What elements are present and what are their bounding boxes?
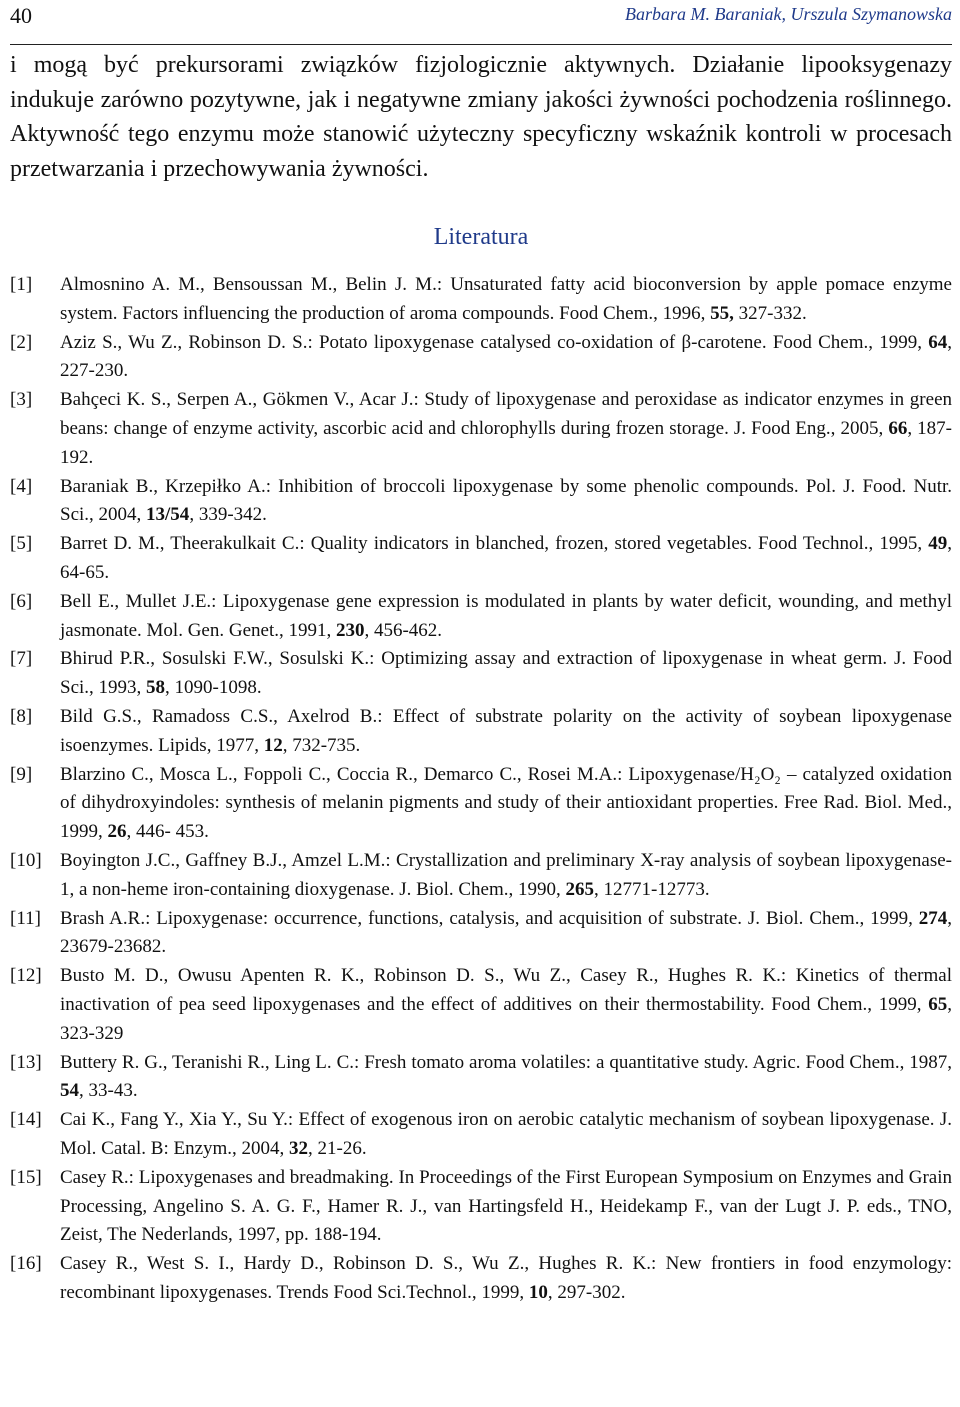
reference-body: Brash A.R.: Lipoxygenase: occurrence, functions, catalysis, and acquisition of substrate. J. Biol. Chem., 1999,	[60, 907, 919, 929]
reference-body: Cai K., Fang Y., Xia Y., Su Y.: Effect of exogenous iron on aerobic catalytic mechanism of soybean lipoxygenase. J. Mol. Catal. B: Enzym., 2004,	[60, 1109, 952, 1159]
page-header	[10, 0, 952, 45]
reference-item	[10, 1106, 952, 1164]
reference-volume: 10	[528, 1281, 548, 1303]
reference-number: [12]	[10, 965, 42, 987]
reference-item	[10, 645, 952, 703]
reference-text	[60, 1109, 952, 1159]
reference-volume: 26	[107, 821, 127, 843]
reference-item	[10, 703, 952, 761]
reference-item	[10, 329, 952, 387]
reference-text	[60, 706, 952, 756]
reference-body: Blarzino C., Mosca L., Foppoli C., Coccia R., Demarco C., Rosei M.A.: Lipoxygenase/H₂O₂ – catalyzed oxidation of dihydroxyindoles: synthesis of melanin pigments and study of their antioxidant properties. Free Rad. Biol. Med., 1999,	[60, 763, 952, 843]
reference-text	[60, 850, 952, 900]
reference-item	[10, 1164, 952, 1250]
reference-text	[60, 389, 952, 468]
reference-volume: 274	[918, 907, 948, 929]
reference-text	[60, 648, 952, 698]
reference-volume: 55,	[710, 302, 734, 324]
reference-volume: 12	[263, 734, 283, 756]
reference-volume: 49	[928, 533, 948, 555]
reference-pages: , 446- 453.	[126, 821, 209, 843]
reference-text	[60, 1052, 952, 1102]
reference-number: [3]	[10, 389, 33, 411]
reference-text	[60, 1253, 952, 1303]
reference-volume: 66	[888, 417, 908, 439]
reference-body: Bhirud P.R., Sosulski F.W., Sosulski K.: Optimizing assay and extraction of lipoxygenase in wheat germ. J. Food Sci., 1993,	[60, 648, 952, 699]
reference-volume: 65	[928, 993, 948, 1015]
reference-volume: 58	[146, 677, 166, 699]
reference-number: [4]	[10, 475, 33, 497]
reference-number: [9]	[10, 763, 33, 785]
reference-item	[10, 386, 952, 472]
reference-pages: , 33-43.	[79, 1080, 138, 1102]
reference-body: Baraniak B., Krzepiłko A.: Inhibition of broccoli lipoxygenase by some phenolic compounds. Pol. J. Food. Nutr. Sci., 2004,	[60, 475, 952, 526]
reference-body: Casey R., West S. I., Hardy D., Robinson D. S., Wu Z., Hughes R. K.: New frontiers in food enzymology: recombinant lipoxygenases. Trends Food Sci.Technol., 1999,	[60, 1253, 952, 1303]
reference-text	[60, 908, 952, 958]
reference-number: [14]	[10, 1109, 42, 1131]
reference-volume: 64	[928, 331, 948, 353]
reference-body: Boyington J.C., Gaffney B.J., Amzel L.M.: Crystallization and preliminary X-ray analysis of soybean lipoxygenase-1, a non-heme iron-containing dioxygenase. J. Biol. Chem., 1990,	[60, 849, 952, 900]
reference-item	[10, 905, 952, 963]
section-title: Literatura	[433, 224, 529, 250]
reference-number: [13]	[10, 1051, 42, 1073]
reference-pages: 327-332.	[733, 302, 807, 324]
reference-item	[10, 847, 952, 905]
reference-pages: , 187-192.	[60, 417, 953, 468]
reference-volume: 54	[60, 1080, 79, 1102]
reference-body: Casey R.: Lipoxygenases and breadmaking. In Proceedings of the First European Symposium on Enzymes and Grain Processing, Angelino S. A. G. F., Hamer R. J., van Hartingsfeld H., Heidekamp F., van der Lugt J. P. eds., TNO, Zeist, The Nederlands, 1997, pp. 188-194.	[60, 1166, 952, 1246]
reference-item	[10, 761, 952, 847]
reference-pages: , 732-735.	[282, 734, 361, 756]
reference-text	[60, 965, 952, 1044]
reference-item	[10, 1049, 952, 1107]
reference-text	[60, 274, 952, 324]
reference-pages: , 297-302.	[547, 1281, 626, 1303]
reference-pages: , 456-462.	[364, 619, 443, 641]
reference-text	[60, 476, 952, 526]
reference-volume: 32	[289, 1137, 309, 1159]
reference-item	[10, 530, 952, 588]
reference-text	[60, 1167, 952, 1246]
reference-number: [15]	[10, 1166, 42, 1188]
reference-pages: , 339-342.	[189, 504, 267, 526]
reference-number: [2]	[10, 331, 33, 353]
reference-pages: , 21-26.	[308, 1137, 367, 1159]
reference-pages: , 323-329	[60, 993, 952, 1044]
reference-body: Bahçeci K. S., Serpen A., Gökmen V., Acar J.: Study of lipoxygenase and peroxidase as indicator enzymes in green beans: change of enzyme activity, ascorbic acid and chlorophylls during frozen storage. J. Food Eng., 2005,	[60, 389, 952, 439]
reference-volume: 13/54	[146, 504, 190, 526]
reference-volume: 265	[565, 878, 595, 900]
reference-list	[10, 271, 952, 1308]
reference-volume: 230	[335, 619, 365, 641]
reference-number: [11]	[10, 907, 41, 929]
reference-body: Bell E., Mullet J.E.: Lipoxygenase gene expression is modulated in plants by water deficit, wounding, and methyl jasmonate. Mol. Gen. Genet., 1991,	[60, 590, 952, 641]
reference-pages: , 23679-23682.	[60, 907, 952, 958]
reference-body: Almosnino A. M., Bensoussan M., Belin J. M.: Unsaturated fatty acid bioconversion by apple pomace enzyme system. Factors influencing the production of aroma compounds. Food Chem., 1996,	[60, 274, 952, 324]
reference-text	[60, 332, 952, 382]
reference-item	[10, 1250, 952, 1308]
reference-number: [7]	[10, 648, 33, 670]
reference-body: Bild G.S., Ramadoss C.S., Axelrod B.: Effect of substrate polarity on the activity of soybean lipoxygenase isoenzymes. Lipids, 1977,	[60, 705, 952, 756]
running-head: Barbara M. Baraniak, Urszula Szymanowska	[625, 4, 952, 24]
reference-text	[60, 591, 952, 641]
reference-item	[10, 588, 952, 646]
reference-number: [10]	[10, 849, 42, 871]
reference-item	[10, 962, 952, 1048]
reference-pages: , 1090-1098.	[165, 677, 262, 699]
reference-number: [8]	[10, 705, 33, 727]
reference-pages: , 12771-12773.	[594, 878, 710, 900]
reference-text	[60, 764, 952, 843]
reference-pages: , 64-65.	[60, 533, 952, 583]
reference-text	[60, 533, 952, 583]
reference-body: Barret D. M., Theerakulkait C.: Quality indicators in blanched, frozen, stored vegetables. Food Technol., 1995,	[60, 533, 929, 555]
reference-number: [1]	[10, 274, 33, 295]
intro-paragraph: i mogą być prekursorami związków fizjologicznie aktywnych. Działanie lipooksygenazy indukuje zarówno pozytywne, jak i negatywne zmiany jakości żywności pochodzenia roślinnego. Aktywność tego enzymu może stanowić użyteczny specyficzny wskaźnik kontroli w procesach przetwarzania i przechowywania żywności.	[10, 52, 952, 182]
reference-item	[10, 473, 952, 531]
reference-pages: , 227-230.	[60, 331, 952, 382]
page	[10, 0, 952, 1308]
reference-number: [6]	[10, 590, 33, 612]
reference-body: Buttery R. G., Teranishi R., Ling L. C.: Fresh tomato aroma volatiles: a quantitative study. Agric. Food Chem., 1987,	[60, 1051, 952, 1073]
reference-number: [16]	[10, 1253, 42, 1275]
reference-body: Aziz S., Wu Z., Robinson D. S.: Potato lipoxygenase catalysed co-oxidation of β-carotene. Food Chem., 1999,	[60, 331, 929, 353]
page-number: 40	[10, 3, 32, 28]
reference-body: Busto M. D., Owusu Apenten R. K., Robinson D. S., Wu Z., Casey R., Hughes R. K.: Kinetics of thermal inactivation of pea seed lipoxygenases and the effect of additives on their thermostability. Food Chem., 1999,	[60, 965, 952, 1015]
reference-item	[10, 271, 952, 329]
reference-number: [5]	[10, 533, 33, 555]
